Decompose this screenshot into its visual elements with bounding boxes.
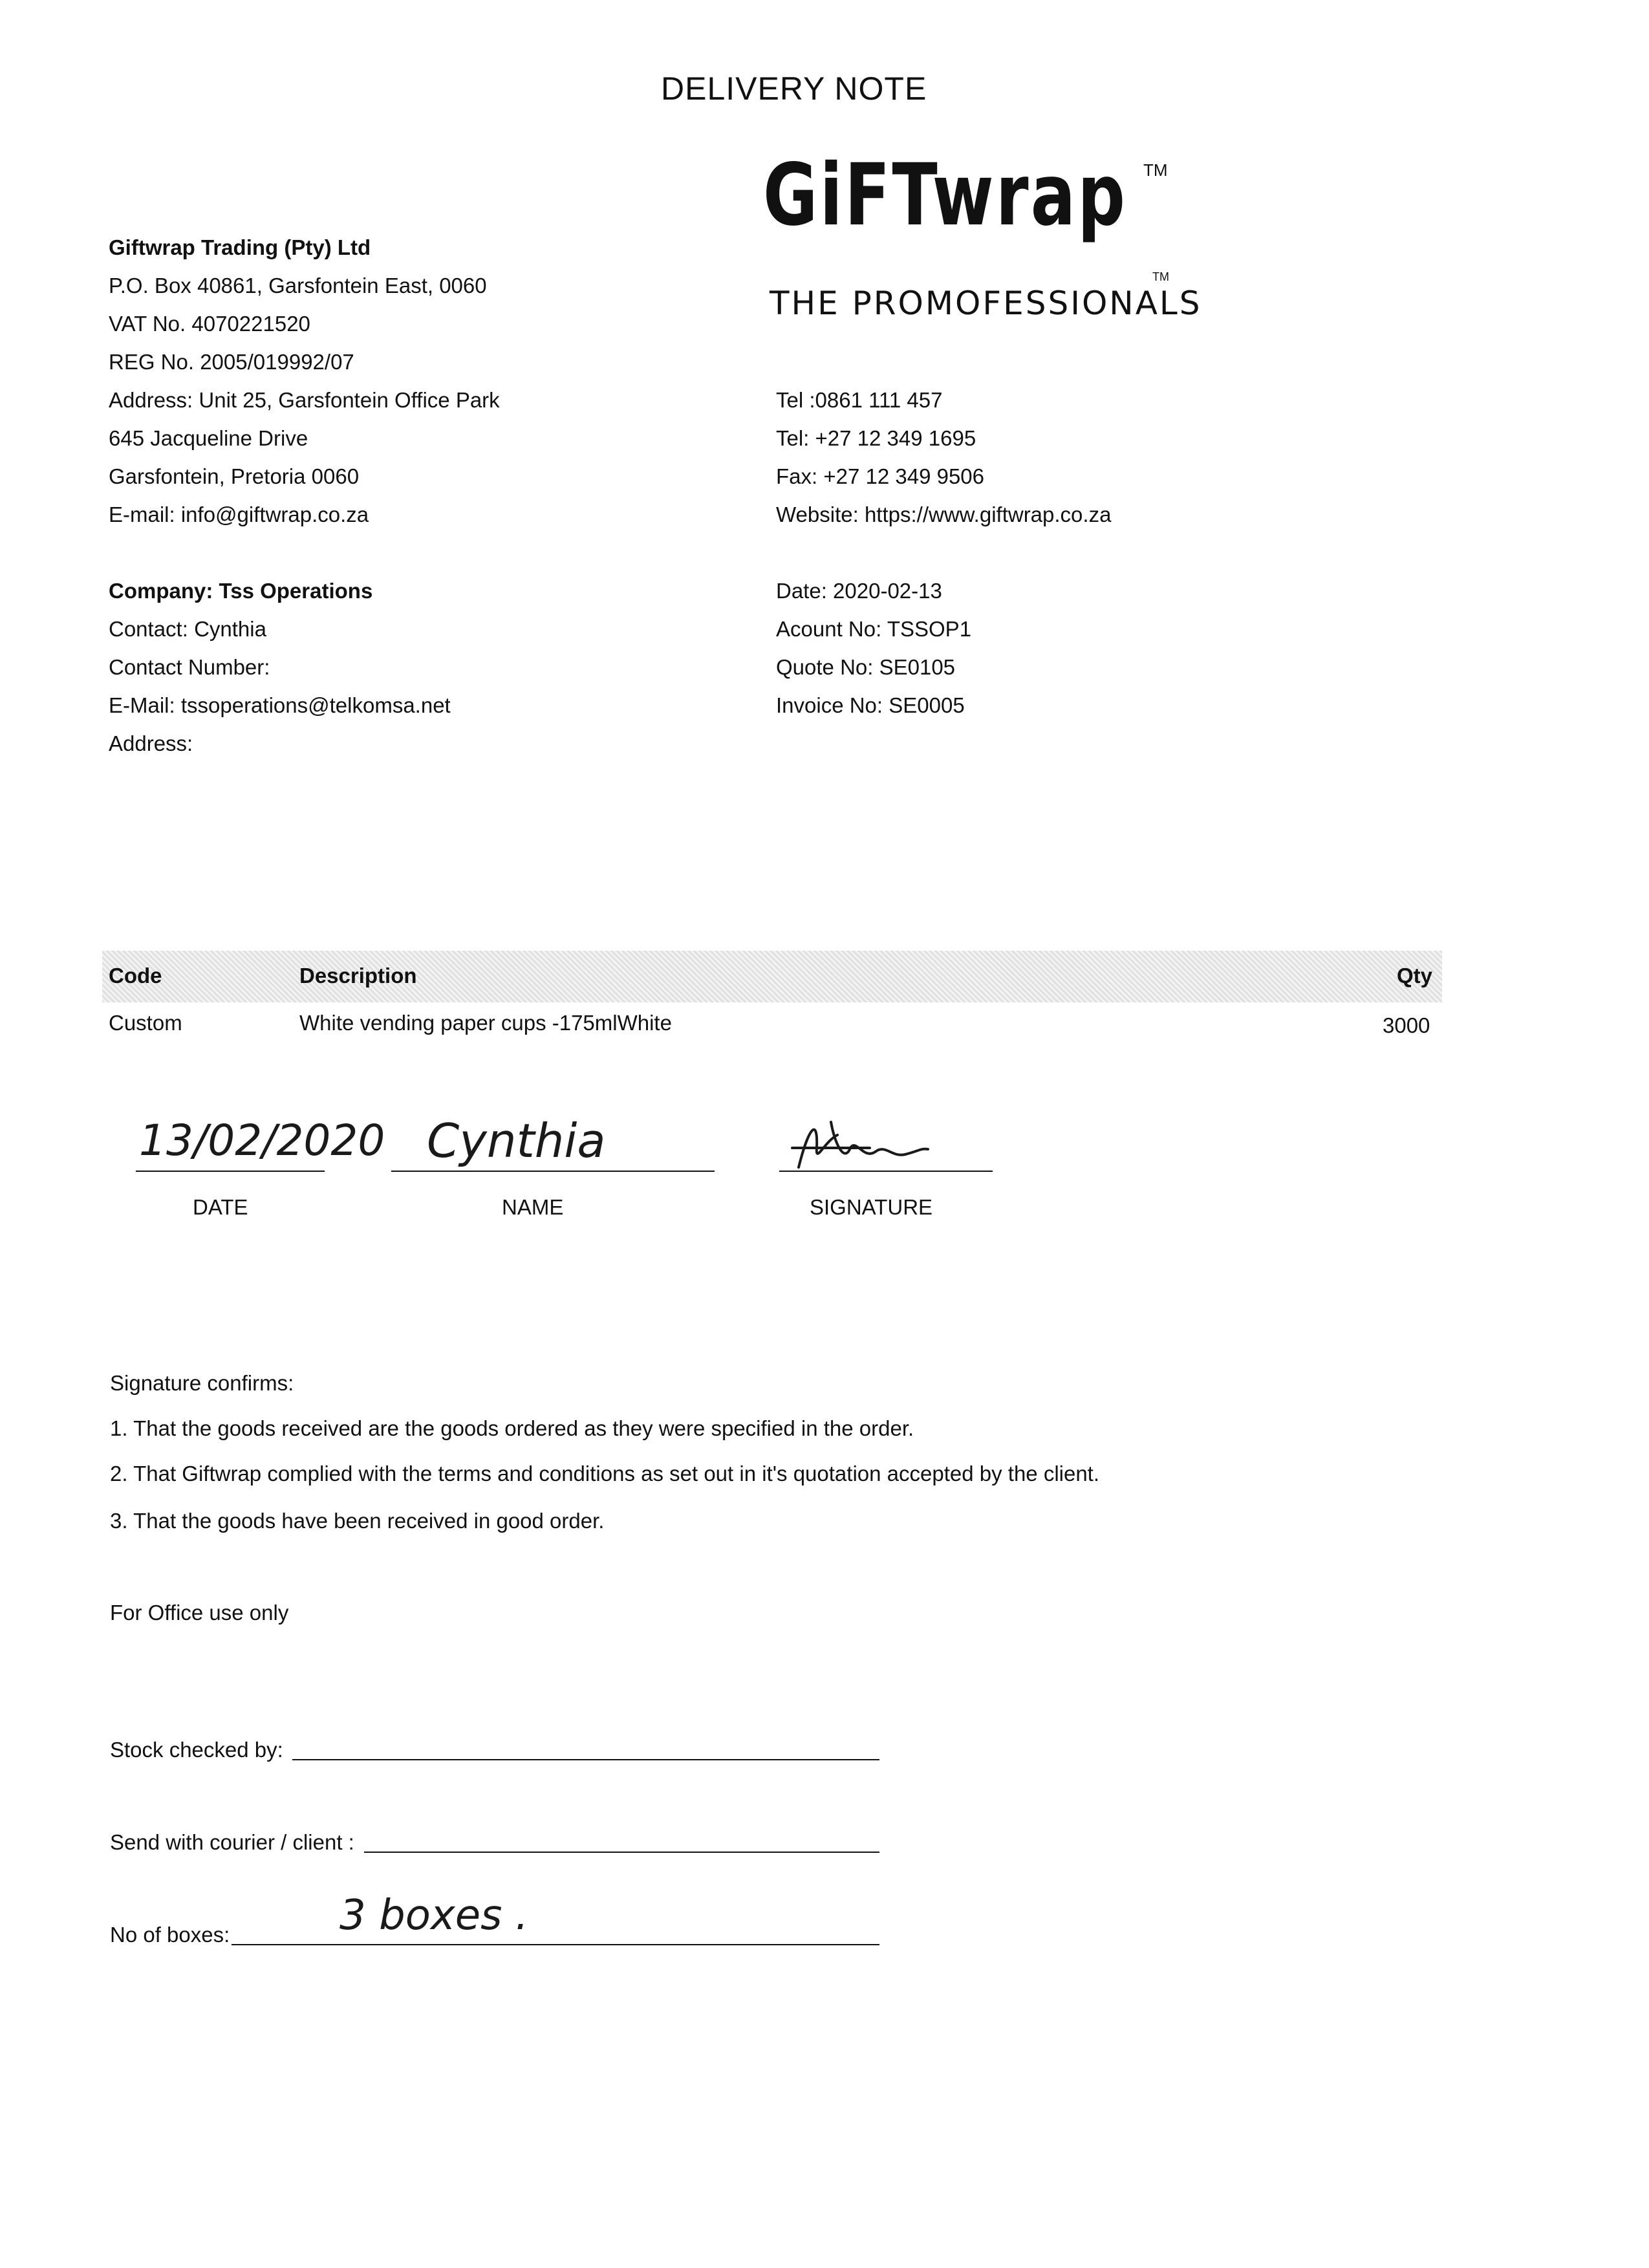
column-header-code: Code bbox=[109, 964, 162, 988]
column-header-description: Description bbox=[299, 964, 417, 988]
boxes-field bbox=[232, 1944, 879, 1945]
confirmation-item: 1. That the goods received are the goods ordered as they were specified in the order. bbox=[110, 1416, 914, 1440]
customer-line: E-Mail: tssoperations@telkomsa.net bbox=[109, 693, 451, 717]
ref-line: Date: 2020-02-13 bbox=[776, 579, 942, 603]
logo-tagline: THE PROMOFESSIONALS bbox=[770, 285, 1202, 322]
document-title: DELIVERY NOTE bbox=[661, 70, 927, 107]
supplier-line: VAT No. 4070221520 bbox=[109, 312, 310, 336]
tagline-tm-mark: TM bbox=[1152, 270, 1169, 283]
name-label: NAME bbox=[502, 1195, 564, 1219]
column-header-qty: Qty bbox=[1397, 964, 1433, 988]
tel-line: Tel :0861 111 457 bbox=[776, 388, 943, 412]
send-with-label: Send with courier / client : bbox=[110, 1830, 354, 1854]
date-label: DATE bbox=[193, 1195, 248, 1219]
supplier-name: Giftwrap Trading (Pty) Ltd bbox=[109, 235, 371, 259]
supplier-email: E-mail: info@giftwrap.co.za bbox=[109, 502, 369, 526]
customer-company: Company: Tss Operations bbox=[109, 579, 373, 603]
date-line bbox=[136, 1171, 325, 1172]
handwritten-signature bbox=[773, 1103, 941, 1180]
tel-line: Tel: +27 12 349 1695 bbox=[776, 426, 976, 450]
ref-line: Quote No: SE0105 bbox=[776, 655, 956, 679]
logo-wordmark: GiFTwrap bbox=[763, 146, 1128, 245]
customer-line: Address: bbox=[109, 731, 193, 755]
stock-checked-field bbox=[292, 1759, 879, 1760]
office-heading: For Office use only bbox=[110, 1601, 289, 1625]
supplier-line: Address: Unit 25, Garsfontein Office Park bbox=[109, 388, 500, 412]
supplier-line: 645 Jacqueline Drive bbox=[109, 426, 308, 450]
handwritten-boxes: 3 boxes . bbox=[339, 1892, 529, 1939]
send-with-field bbox=[364, 1852, 879, 1853]
name-line bbox=[391, 1171, 715, 1172]
handwritten-name: Cynthia bbox=[427, 1114, 606, 1168]
supplier-line: P.O. Box 40861, Garsfontein East, 0060 bbox=[109, 274, 487, 297]
ref-line: Acount No: TSSOP1 bbox=[776, 617, 972, 641]
logo-tm-mark: TM bbox=[1143, 160, 1168, 180]
customer-line: Contact Number: bbox=[109, 655, 270, 679]
ref-line: Invoice No: SE0005 bbox=[776, 693, 965, 717]
boxes-label: No of boxes: bbox=[110, 1923, 230, 1947]
cell-description: White vending paper cups -175mlWhite bbox=[299, 1011, 672, 1035]
fax-line: Fax: +27 12 349 9506 bbox=[776, 464, 985, 488]
website-line: Website: https://www.giftwrap.co.za bbox=[776, 502, 1112, 526]
confirmation-item: 2. That Giftwrap complied with the terms and conditions as set out in it's quotation accepted by the client. bbox=[110, 1462, 1100, 1485]
cell-qty: 3000 bbox=[1383, 1013, 1430, 1037]
signature-line bbox=[779, 1171, 993, 1172]
stock-checked-label: Stock checked by: bbox=[110, 1738, 283, 1762]
supplier-line: Garsfontein, Pretoria 0060 bbox=[109, 464, 360, 488]
signature-label: SIGNATURE bbox=[810, 1195, 933, 1219]
confirmation-item: 3. That the goods have been received in good order. bbox=[110, 1509, 605, 1533]
supplier-line: REG No. 2005/019992/07 bbox=[109, 350, 354, 374]
customer-line: Contact: Cynthia bbox=[109, 617, 266, 641]
cell-code: Custom bbox=[109, 1011, 182, 1035]
confirmation-heading: Signature confirms: bbox=[110, 1371, 294, 1395]
handwritten-date: 13/02/2020 bbox=[139, 1116, 385, 1165]
